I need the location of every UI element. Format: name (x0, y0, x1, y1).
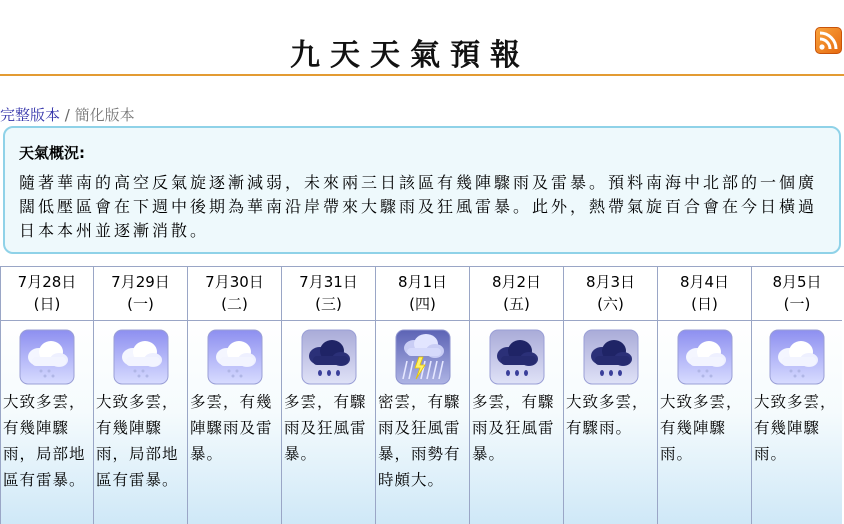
full-version-link[interactable]: 完整版本 (0, 106, 61, 124)
dark-cloud-heavy-showers-icon (583, 329, 639, 385)
forecast-weekday: (六) (597, 295, 624, 313)
simple-version-link[interactable]: 簡化版本 (74, 106, 135, 124)
forecast-weekday: (一) (783, 295, 811, 313)
forecast-weekday: (五) (503, 295, 530, 313)
forecast-day-header (282, 267, 375, 321)
forecast-date: 8月1日 (397, 273, 448, 291)
forecast-day-header (94, 267, 187, 321)
forecast-day-body (658, 321, 751, 524)
forecast-weekday: (日) (33, 295, 61, 313)
forecast-day-column (752, 267, 842, 524)
forecast-day-column (470, 267, 564, 524)
forecast-day-column (94, 267, 188, 524)
forecast-day-body (564, 321, 657, 524)
page-title: 九天天氣預報 (290, 38, 530, 73)
version-separator: / (60, 106, 75, 124)
forecast-day-column (564, 267, 658, 524)
forecast-day-body (752, 321, 842, 524)
forecast-date: 8月2日 (491, 273, 542, 291)
version-switcher (0, 104, 135, 125)
forecast-day-body (94, 321, 187, 524)
forecast-weekday: (日) (691, 295, 718, 313)
forecast-day-header (188, 267, 281, 321)
forecast-day-column (282, 267, 376, 524)
forecast-description: 大致多雲，有幾陣驟雨，局部地區有雷暴。 (96, 393, 179, 489)
forecast-day-column (658, 267, 752, 524)
forecast-date: 7月28日 (17, 273, 77, 291)
forecast-day-body (188, 321, 281, 524)
forecast-date: 8月3日 (585, 273, 636, 291)
forecast-day-header (1, 267, 93, 321)
overview-text: 隨著華南的高空反氣旋逐漸減弱，未來兩三日該區有幾陣驟雨及雷暴。預料南海中北部的一個廣闊低壓區會在下週中後期為華南沿岸帶來大驟雨及狂風雷暴。此外，熱帶氣旋百合會在今日橫過日本本州並逐漸消散。 (19, 173, 818, 240)
forecast-day-body (1, 321, 93, 524)
forecast-day-body (470, 321, 563, 524)
forecast-day-header (658, 267, 751, 321)
forecast-description: 大致多雲，有幾陣驟雨。 (660, 393, 743, 463)
cloudy-showers-icon (113, 329, 169, 385)
forecast-day-header (470, 267, 563, 321)
cloudy-showers-icon (207, 329, 263, 385)
forecast-description: 多雲，有幾陣驟雨及雷暴。 (190, 393, 273, 463)
cloudy-showers-icon (677, 329, 733, 385)
forecast-date: 7月29日 (111, 273, 170, 291)
cloudy-showers-icon (19, 329, 75, 385)
forecast-weekday: (三) (315, 295, 342, 313)
forecast-weekday: (一) (127, 295, 154, 313)
forecast-description: 多雲，有驟雨及狂風雷暴。 (284, 393, 367, 463)
nine-day-forecast-table (0, 266, 844, 524)
forecast-description: 大致多雲，有幾陣驟雨，局部地區有雷暴。 (3, 393, 86, 489)
overview-heading: 天氣概況: (19, 144, 85, 162)
forecast-date: 8月4日 (679, 273, 730, 291)
forecast-day-column (376, 267, 470, 524)
forecast-day-header (376, 267, 469, 321)
forecast-day-header (752, 267, 842, 321)
forecast-day-column (0, 267, 94, 524)
forecast-day-body (282, 321, 375, 524)
forecast-weekday: (二) (221, 295, 248, 313)
dark-cloud-heavy-showers-icon (489, 329, 545, 385)
thunderstorm-rain-icon (395, 329, 451, 385)
rss-feed-icon[interactable] (815, 27, 842, 54)
forecast-day-header (564, 267, 657, 321)
forecast-description: 大致多雲，有驟雨。 (566, 393, 649, 437)
forecast-date: 7月30日 (205, 273, 264, 291)
forecast-description: 多雲，有驟雨及狂風雷暴。 (472, 393, 555, 463)
forecast-date: 7月31日 (299, 273, 358, 291)
title-divider (0, 74, 844, 76)
weather-overview-panel (3, 126, 841, 254)
forecast-weekday: (四) (409, 295, 436, 313)
forecast-day-column (188, 267, 282, 524)
cloudy-showers-icon (769, 329, 825, 385)
forecast-description: 大致多雲，有幾陣驟雨。 (754, 393, 837, 463)
forecast-date: 8月5日 (772, 273, 822, 291)
forecast-description: 密雲，有驟雨及狂風雷暴，雨勢有時頗大。 (378, 393, 461, 489)
dark-cloud-heavy-showers-icon (301, 329, 357, 385)
forecast-day-body (376, 321, 469, 524)
